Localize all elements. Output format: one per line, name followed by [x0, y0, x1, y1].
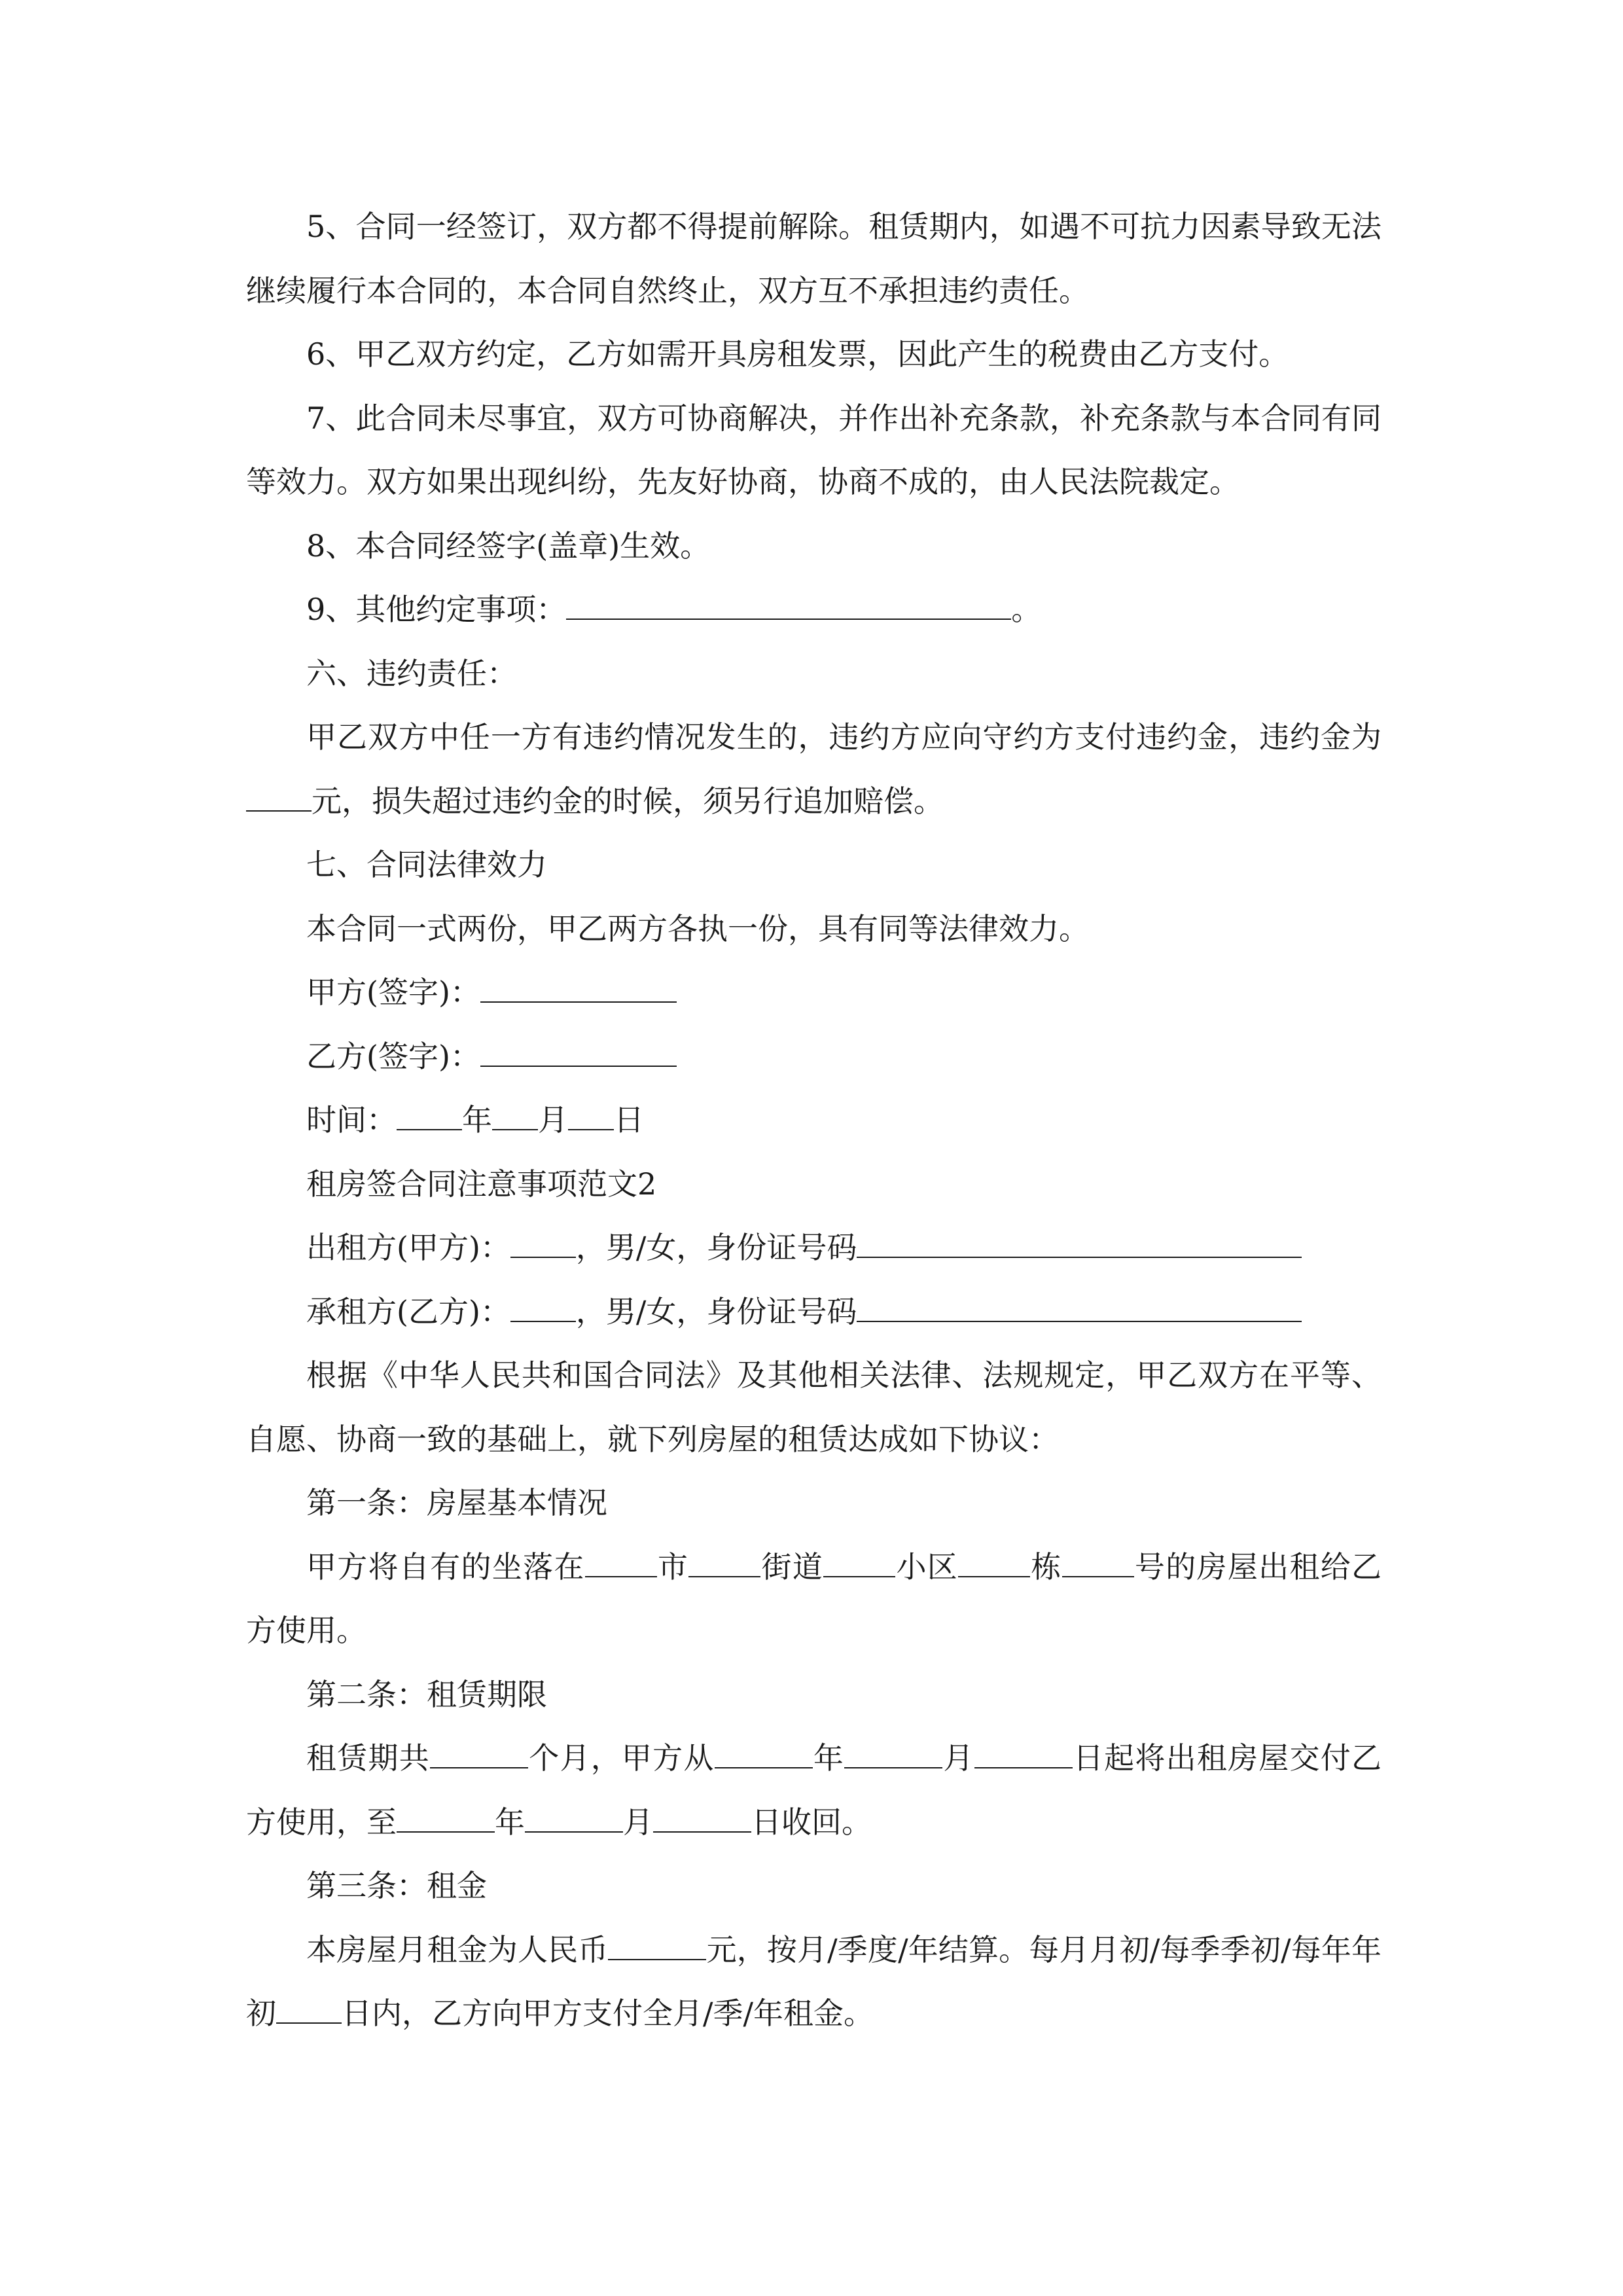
city-blank[interactable] — [585, 1544, 657, 1577]
signature-blank[interactable] — [480, 970, 677, 1003]
article-2-body — [246, 1727, 1382, 1854]
article-3-text-c: 日内，乙方向甲方支付全月/季/年租金。 — [342, 1996, 874, 2031]
clause-8: 8、本合同经签字(盖章)生效。 — [306, 528, 711, 564]
street-blank[interactable] — [688, 1544, 760, 1577]
month-blank[interactable] — [492, 1098, 538, 1130]
gender-id-label: ，男/女，身份证号码 — [575, 1293, 857, 1329]
clause-5: 5、合同一经签订，双方都不得提前解除。租赁期内，如遇不可抗力因素导致无法继续履行本合同的，本合同自然终止，双方互不承担违约责任。 — [246, 209, 1382, 308]
document-body — [246, 195, 1382, 2046]
building-blank[interactable] — [958, 1544, 1030, 1577]
year-label: 年 — [495, 1804, 525, 1840]
document-title-2: 租房签合同注意事项范文2 — [306, 1166, 657, 1202]
lessee-line — [246, 1280, 1382, 1344]
party-b-signature-label: 乙方(签字)： — [306, 1038, 480, 1074]
lessee-label: 承租方(乙方)： — [306, 1293, 510, 1329]
day-blank[interactable] — [568, 1098, 614, 1130]
signature-blank[interactable] — [480, 1033, 677, 1066]
month-label: 月 — [942, 1740, 974, 1776]
year-label: 年 — [812, 1740, 845, 1776]
month-label: 月 — [623, 1804, 653, 1840]
year-blank[interactable] — [397, 1799, 495, 1832]
gender-id-label: ，男/女，身份证号码 — [575, 1230, 857, 1265]
fill-blank[interactable] — [246, 778, 312, 811]
number-blank[interactable] — [1062, 1544, 1134, 1577]
months-blank[interactable] — [430, 1736, 528, 1768]
article-1-heading: 第一条：房屋基本情况 — [306, 1485, 607, 1520]
fill-blank[interactable] — [566, 587, 1011, 620]
clause-9 — [246, 578, 1382, 642]
liability-text-end: 元，损失超过违约金的时候，须另行追加赔偿。 — [312, 783, 944, 819]
article-1-text: 甲方将自有的坐落在 — [306, 1549, 585, 1585]
article-2-text-d: 日收回。 — [751, 1804, 872, 1840]
month-blank[interactable] — [525, 1799, 623, 1832]
building-label: 栋 — [1030, 1549, 1062, 1585]
lessor-line — [246, 1216, 1382, 1280]
date-label: 时间： — [306, 1102, 397, 1138]
article-3-text: 本房屋月租金为人民币 — [306, 1931, 609, 1967]
party-a-signature — [246, 961, 1382, 1025]
days-blank[interactable] — [276, 1991, 342, 2024]
rent-amount-blank[interactable] — [608, 1927, 706, 1960]
estate-blank[interactable] — [823, 1544, 895, 1577]
article-3-text-b: 元，按月/季度/年结算。每月月初/每季季初/每年年初 — [246, 1931, 1382, 2031]
name-blank[interactable] — [510, 1289, 576, 1321]
party-a-signature-label: 甲方(签字)： — [306, 975, 480, 1010]
street-label: 街道 — [760, 1549, 824, 1585]
section-heading-7: 七、合同法律效力 — [306, 847, 547, 882]
clause-9-end: 。 — [1011, 592, 1042, 627]
id-number-blank[interactable] — [857, 1225, 1302, 1258]
clause-7: 7、此合同未尽事宜，双方可协商解决，并作出补充条款，补充条款与本合同有同等效力。双方如果出现纠纷，先友好协商，协商不成的，由人民法院裁定。 — [246, 400, 1382, 499]
year-label: 年 — [462, 1102, 492, 1138]
effect-paragraph: 本合同一式两份，甲乙两方各执一份，具有同等法律效力。 — [306, 910, 1089, 946]
article-3-body — [246, 1918, 1382, 2046]
year-blank[interactable] — [715, 1736, 813, 1768]
section-heading-6: 六、违约责任： — [306, 655, 517, 691]
article-2-heading: 第二条：租赁期限 — [306, 1676, 547, 1712]
name-blank[interactable] — [510, 1225, 576, 1258]
day-label: 日 — [614, 1102, 644, 1138]
article-2-text: 租赁期共 — [306, 1740, 430, 1776]
article-1-text-end: 号的房屋出租给乙方使用。 — [246, 1549, 1382, 1648]
day-blank[interactable] — [974, 1736, 1073, 1768]
liability-text: 甲乙双方中任一方有违约情况发生的，违约方应向守约方支付违约金，违约金为 — [306, 719, 1382, 755]
month-blank[interactable] — [844, 1736, 942, 1768]
clause-9-text: 9、其他约定事项： — [306, 592, 567, 627]
day-blank[interactable] — [653, 1799, 751, 1832]
article-1-body — [246, 1535, 1382, 1663]
id-number-blank[interactable] — [857, 1289, 1302, 1321]
estate-label: 小区 — [895, 1549, 959, 1585]
date-line — [246, 1088, 1382, 1153]
clause-6: 6、甲乙双方约定，乙方如需开具房租发票，因此产生的税费由乙方支付。 — [306, 336, 1289, 372]
basis-paragraph: 根据《中华人民共和国合同法》及其他相关法律、法规规定，甲乙双方在平等、自愿、协商一致的基础上，就下列房屋的租赁达成如下协议： — [246, 1357, 1382, 1457]
article-2-text-c: 日起将出租房屋交付乙方使用，至 — [246, 1740, 1382, 1840]
year-blank[interactable] — [397, 1098, 462, 1130]
lessor-label: 出租方(甲方)： — [306, 1230, 510, 1265]
article-3-heading: 第三条：租金 — [306, 1868, 487, 1903]
month-label: 月 — [538, 1102, 568, 1138]
article-2-text-b: 个月，甲方从 — [527, 1740, 715, 1776]
liability-paragraph — [246, 706, 1382, 833]
city-label: 市 — [656, 1549, 689, 1585]
party-b-signature — [246, 1025, 1382, 1089]
